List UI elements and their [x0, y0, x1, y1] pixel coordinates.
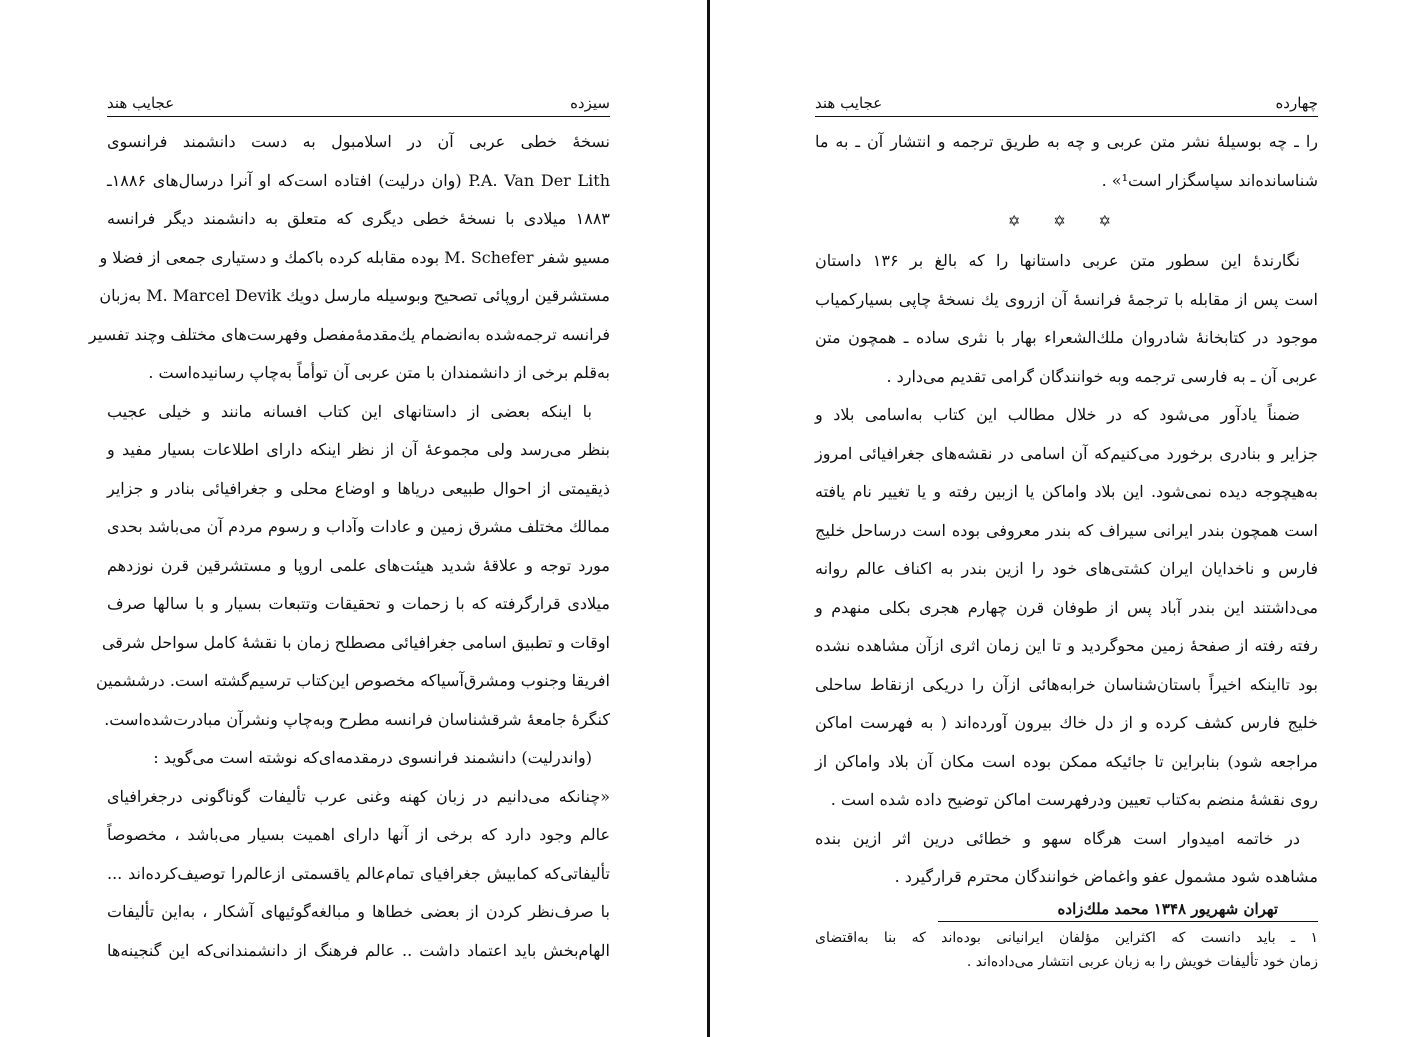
left-folio: سیزده — [570, 94, 610, 112]
text-line: میلادی قرارگرفته که با زحمات و تحقیقات وتتبعات بسیار و با سالها صرف — [107, 594, 610, 613]
text-line: عالم وجود دارد که برخی از آنها دارای اهمیت بسیار می‌باشد ، مخصوصاً — [107, 825, 610, 844]
section-stars-ornament: ✡ ✡ ✡ — [1007, 212, 1126, 230]
text-line: ضمناً یادآور می‌شود که در خلال مطالب این کتاب به‌اسامی بلاد و — [815, 405, 1300, 424]
text-line: ممالك مختلف مشرق زمین و عادات وآداب و رسوم مردم آن می‌باشد بحدی — [107, 517, 610, 536]
text-line: است پس از مقابله با ترجمهٔ فرانسهٔ آن ازروی یك نسخهٔ چاپی بسیارکمیاب — [815, 289, 1318, 309]
right-book-title: عجایب هند — [815, 94, 883, 112]
author-signature: تهران شهریور ۱۳۴۸ محمد ملك‌زاده — [938, 897, 1318, 922]
text-line: موجود در کتابخانهٔ شادروان ملك‌الشعراء بهار با نثری ساده ـ همچون متن — [815, 328, 1318, 347]
right-body-text — [815, 123, 1318, 897]
text-line: P.A. Van Der Lith (وان درلیت) افتاده است‌که او آنرا درسال‌های ۱۸۸۶ـ — [107, 170, 611, 190]
text-line: روی نقشهٔ منضم به‌کتاب تعیین ودرفهرست اماکن توضیح داده شده است . — [830, 790, 1318, 809]
text-line: نسخهٔ خطی عربی آن در اسلامبول به دست دانشمند فرانسوی — [107, 132, 610, 151]
text-line: می‌داشتند این بندر آباد پس از طوفان قرن چهارم هجری بکلی منهدم و — [815, 597, 1318, 617]
footnote-line: زمان خود تألیفات خویش را به زبان عربی انتشار می‌داده‌اند . — [966, 953, 1318, 970]
footnote-line: ۱ ـ باید دانست که اکثراین مؤلفان ایرانیانی بوده‌اند که بنا به‌اقتضای — [815, 929, 1318, 946]
text-line: مسیو شفر M. Schefer بوده مقابله کرده باکمك و دستیاری جمعی از فضلا و — [99, 247, 610, 267]
text-line: بود تااینکه اخیراً باستان‌شناسان خرابه‌هائی ازآن را دریکی ازنقاط ساحلی — [815, 674, 1319, 694]
text-line: تألیفاتی‌که کمابیش جغرافیای تمام‌عالم یاقسمتی ازعالم‌را توصیف‌کرده‌اند ... — [107, 863, 610, 883]
right-running-head — [815, 88, 1318, 117]
text-line: اوقات و تطبیق اسامی جغرافیائی مصطلح زمان با نقشهٔ کامل سواحل شرقی — [101, 632, 610, 652]
left-running-head — [107, 88, 610, 117]
text-line: ذیقیمتی از احوال طبیعی دریاها و اوضاع محلی و جغرافیائی بنادر و جزایر — [107, 478, 610, 498]
right-folio: چهارده — [1275, 94, 1318, 112]
footnote — [815, 926, 1318, 974]
text-line: شناسانده‌اند سپاسگزار است¹» . — [1101, 170, 1318, 190]
text-line: مورد توجه و علاقهٔ شدید هیئت‌های علمی اروپا و مستشرقین قرن نوزدهم — [107, 555, 610, 575]
text-line: به‌هیچوجه دیده نمی‌شود. این بلاد واماکن یا ازبین رفته و یا تغییر نام یافته — [815, 482, 1318, 501]
text-line: است همچون بندر ایرانی سیراف که بندر معروفی بوده است درساحل خلیج — [815, 520, 1318, 540]
text-line: نگارندهٔ این سطور متن عربی داستانها را که بالغ بر ۱۳۶ داستان — [815, 251, 1301, 270]
text-line: عربی آن ـ به فارسی ترجمه وبه خوانندگان گرامی تقدیم می‌دارد . — [886, 366, 1318, 386]
text-line: فرانسه ترجمه‌شده به‌انضمام یك‌مقدمهٔ‌مفصل وفهرست‌های مختلف وچند تفسیر — [88, 324, 610, 344]
text-line: افریقا وجنوب ومشرق‌آسیاکه مخصوص این‌کتاب ترسیم‌گشته است. درششمین — [95, 671, 610, 690]
text-line: فارس و ناخدایان ایران کشتی‌های خود را ازین بندر به اکناف عالم روانه — [815, 559, 1318, 578]
left-page — [88, 88, 611, 970]
page-gutter — [707, 0, 710, 1037]
text-line: کنگرهٔ جامعهٔ شرقشناسان فرانسه مطرح وبه‌چاپ ونشرآن مبادرت‌شده‌است. — [104, 709, 610, 729]
text-line: (واندرلیت) دانشمند فرانسوی درمقدمه‌ای‌که نوشته است می‌گوید : — [153, 748, 592, 767]
text-line: مشاهده شود مشمول عفو واغماض خوانندگان محترم قرارگیرد . — [894, 867, 1318, 886]
right-page — [815, 88, 1318, 974]
text-line: جزایر و بنادری برخورد می‌کنیم‌که آن اسامی در نقشه‌های جغرافیائی امروز — [815, 443, 1318, 463]
text-line: الهام‌بخش باید اعتماد داشت .. عالم فرهنگ از دانشمندانی‌که این گنجینه‌ها — [107, 940, 610, 960]
text-line: ۱۸۸۳ میلادی با نسخهٔ خطی دیگری که متعلق به دانشمند دیگر فرانسه — [107, 209, 610, 228]
text-line: در خاتمه امیدوار است هرگاه سهو و خطائی درین اثر ازین بنده — [815, 828, 1300, 848]
left-book-title: عجایب هند — [107, 94, 175, 112]
text-line: مراجعه شود) بنابراین تا جائیکه ممکن بوده است مکان آن بلاد واماکن از — [815, 751, 1318, 771]
left-body-text — [88, 123, 611, 970]
text-line: مستشرقین اروپائی تصحیح وبوسیله مارسل دویك M. Marcel Devik به‌زبان — [99, 286, 610, 305]
text-line: را ـ چه بوسیلهٔ نشر متن عربی و چه به طریق ترجمه و انتشار آن ـ به ما — [815, 132, 1319, 151]
text-line: بنظر می‌رسد ولی مجموعهٔ آن از نظر اینکه دارای اطلاعات بسیار مفید و — [107, 440, 610, 459]
text-line: با صرف‌نظر کردن از بعضی خطاها و مبالغه‌گوئیهای آشکار ، به‌این تألیفات — [107, 902, 610, 921]
text-line: رفته رفته از صفحهٔ زمین محوگردید و تا این زمان اثری ازآن مشاهده نشده — [815, 636, 1318, 655]
text-line: «چنانکه می‌دانیم در زبان کهنه وغنی عرب تألیفات گوناگونی درجغرافیای — [107, 786, 610, 806]
text-line: خلیج فارس کشف کرده و از دل خاك بیرون آورده‌اند ( به فهرست اماکن — [815, 713, 1318, 732]
text-line: با اینکه بعضی از داستانهای این کتاب افسانه مانند و خیلی عجیب — [107, 401, 592, 421]
text-line: به‌قلم برخی از دانشمندان با متن عربی آن توأماً به‌چاپ رسانیده‌است . — [148, 363, 610, 382]
